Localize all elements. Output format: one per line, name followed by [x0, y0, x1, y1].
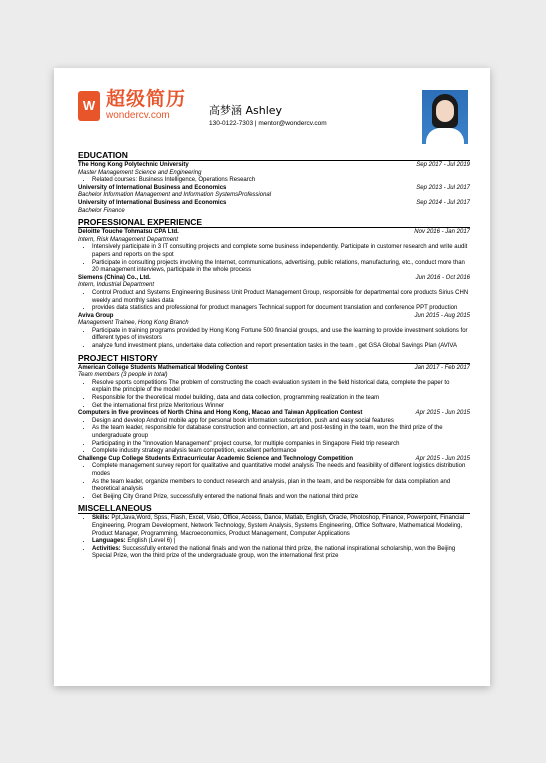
entry-header: [78, 229, 470, 237]
entry-date: Jun 2015 - Aug 2015: [414, 312, 470, 319]
misc-list: [78, 515, 470, 561]
entry-subtitle: Bachelor Finance: [78, 207, 125, 214]
misc-text: Ppt,Java,Word, Spss, Flash, Excel, Visio, Office, Access, Dance, Matlab, English, Oracle, Photoshop, Finance, Powerpoint, Financial Engineering, Program Development, Network Technology, System Analysis, Systems Engineering, Office Software, Mathematical Modeling, Product Manager, Programming, Macroeconomics, Product Management, Computer Applications: [92, 515, 465, 537]
entry-bullets: [78, 463, 470, 501]
entry-date: Jun 2016 - Oct 2016: [415, 274, 470, 281]
entry-org: Computers in five provinces of North China and Hong Kong, Macao and Taiwan Application Contest: [78, 410, 363, 417]
entry-date: Jan 2017 - Feb 2017: [414, 364, 470, 371]
entry-header: [78, 162, 470, 170]
resume-page: [54, 68, 490, 686]
entry-bullets: [78, 418, 470, 456]
entry-subtitle: Management Trainee, Hong Kong Branch: [78, 320, 189, 327]
entry-bullets: [78, 244, 470, 274]
entry-org: Deloitte Touche Tohmatsu CPA Ltd.: [78, 229, 179, 236]
misc-item: [92, 515, 470, 538]
resume-content: [78, 148, 470, 561]
entry-org: American College Students Mathematical Modeling Contest: [78, 364, 248, 371]
logo-cn-text: 超级简历: [106, 88, 187, 110]
section-title-projects: PROJECT HISTORY: [78, 353, 470, 364]
bullet-item: • Resolve sports competitions The problem of constructing the coach evaluation system in the field historical data, complete the paper to explain the principle of the model: [92, 380, 470, 395]
bullet-item: • Get Beijing City Grand Prize, successfully entered the national finals and won the national third prize: [92, 494, 470, 502]
entry-subtitle: Master Management Science and Engineering: [78, 169, 202, 176]
contact-info: 130-0122-7303 | mentor@wondercv.com: [209, 120, 327, 127]
bullet-item: • Responsible for the theoretical model building, data and data collection, programming realization in the team: [92, 395, 470, 403]
entry-date: Sep 2017 - Jul 2019: [416, 162, 470, 168]
entry-bullets: [78, 328, 470, 351]
bullet-item: • Intensively participate in 3 IT consulting projects and complete some business independently. Participate in customer research and write audit papers and reports on the spot: [92, 244, 470, 259]
entry-bullets: [78, 290, 470, 313]
profile-photo: [422, 90, 468, 144]
wondercv-logo: [78, 90, 186, 121]
entry-header: [78, 313, 470, 321]
entry-subtitle: Intern, Risk Management Department: [78, 236, 179, 243]
entry-date: Sep 2014 - Jul 2017: [416, 199, 470, 206]
entry-subtitle: Team members (3 people in total): [78, 372, 168, 379]
logo-en-text: wondercv.com: [106, 110, 170, 121]
entry-org: Challenge Cup College Students Extracurricular Academic Science and Technology Competition: [78, 455, 354, 462]
bullet-item: • Design and develop Android mobile app for personal book information subscription, push and easy social features: [92, 418, 470, 426]
logo-mark-icon: W: [78, 91, 100, 121]
entry-org: University of International Business and Economics: [78, 184, 227, 191]
bullet-item: • As the team leader, responsible for database construction and connection, art and post-testing in the team, won the third prize of the undergraduate group: [92, 425, 470, 440]
bullet-item: • provides data statistics and professional for product managers Technical support for document translation and conference PPT production: [92, 305, 470, 313]
entry-bullets: [78, 177, 470, 185]
entry-date: Apr 2015 - Jun 2015: [415, 410, 470, 417]
section-title-education: EDUCATION: [78, 150, 470, 161]
bullet-item: • Control Product and Systems Engineering Business Unit Product Management Group, responsible for departmental core products Sirius CHN weekly and monthly sales data: [92, 290, 470, 305]
entry-subtitle: Bachelor Information Management and Information SystemsProfessional: [78, 192, 272, 199]
bullet-item: • Complete industry strategy analysis team competition, excellent performance: [92, 448, 470, 456]
section-title-misc: MISCELLANEOUS: [78, 503, 470, 514]
entry-header: [78, 185, 470, 193]
entry-header: [78, 275, 470, 283]
misc-text: English (Level 6) |: [125, 538, 176, 545]
misc-label: Languages:: [92, 538, 126, 545]
misc-label: Skills:: [92, 515, 110, 522]
entry-header: [78, 365, 470, 373]
bullet-item: • Related courses: Business Intelligence, Operations Research: [92, 177, 470, 185]
misc-text: Successfully entered the national finals and won the national third prize, the national inspirational scholarship, won the Beijing Special Prize, won the third prize of the undergraduate group, won the international first prize: [92, 545, 456, 560]
misc-item: [92, 546, 470, 561]
entry-date: Sep 2013 - Jul 2017: [416, 184, 470, 191]
bullet-item: • Complete management survey report for qualitative and quantitative model analysis The needs and feasibility of different logistics distribution modes: [92, 463, 470, 478]
entry-header: [78, 200, 470, 208]
entry-subtitle: Intern, Industrial Department: [78, 282, 155, 289]
entry-org: University of International Business and Economics: [78, 199, 227, 206]
bullet-item: • analyze fund investment plans, undertake data collection and report presentation tasks in the team , get GSA Global Savings Plan (AVIVA: [92, 343, 470, 351]
section-title-experience: PROFESSIONAL EXPERIENCE: [78, 217, 470, 228]
entry-org: Aviva Group: [78, 312, 114, 319]
entry-bullets: [78, 380, 470, 410]
misc-label: Activities:: [92, 545, 121, 552]
bullet-item: • As the team leader, organize members to conduct research and analysis, plan in the team, and be responsible for data compilation and theoretical analysis: [92, 479, 470, 494]
bullet-item: • Participate in training programs provided by Hong Kong Fortune 500 financial groups, and use the learning to provide investment solutions for different types of investors: [92, 328, 470, 343]
entry-org: Siemens (China) Co., Ltd.: [78, 274, 151, 281]
misc-item: [92, 538, 470, 546]
bullet-item: • Participate in consulting projects involving the Internet, communications, advertising, public relations, manufacturing, etc., conduct more than 20 management interviews, participate in the whole process: [92, 260, 470, 275]
candidate-name: 高梦涵 Ashley: [209, 104, 283, 117]
entry-org: The Hong Kong Polytechnic University: [78, 162, 189, 168]
bullet-item: • Get the international first prize Meritorious Winner: [92, 403, 470, 411]
entry-header: [78, 410, 470, 418]
entry-header: [78, 456, 470, 464]
bullet-item: • Participating in the "Innovation Management" project course, for multiple companies in Singapore Field trip research: [92, 441, 470, 449]
entry-date: Apr 2015 - Jun 2015: [415, 455, 470, 462]
entry-date: Nov 2016 - Jan 2017: [414, 229, 470, 236]
